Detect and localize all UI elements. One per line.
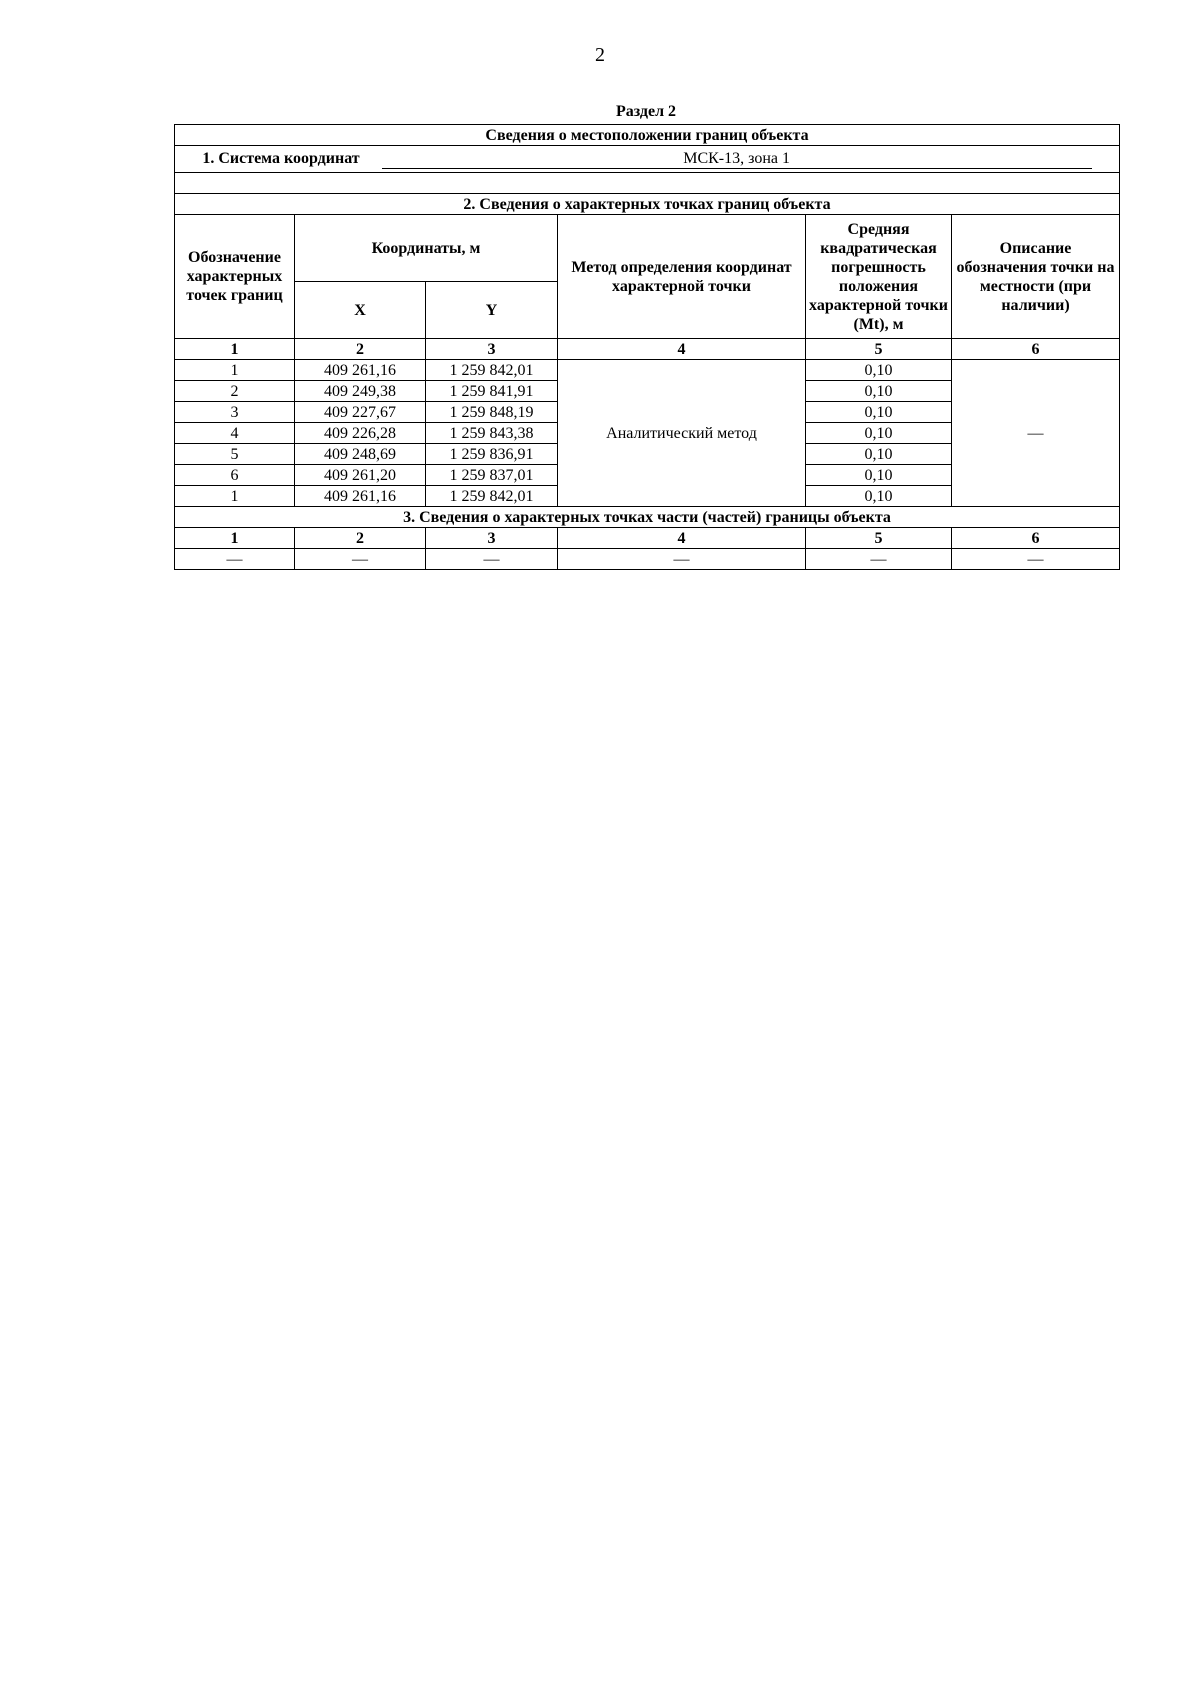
rms-error-value: 0,10 xyxy=(806,444,952,465)
header-description: Описание обозначения точки на местности (при наличии) xyxy=(952,215,1120,339)
point-number: 5 xyxy=(175,444,295,465)
point-number: 2 xyxy=(175,381,295,402)
column-number: 1 xyxy=(175,339,295,360)
empty-row xyxy=(175,173,1120,194)
empty-value-dash: — xyxy=(806,549,952,570)
empty-value-dash: — xyxy=(952,549,1120,570)
coordinate-system-row xyxy=(175,146,1120,173)
table-title: Сведения о местоположении границ объекта xyxy=(175,125,1120,146)
x-coordinate: 409 227,67 xyxy=(295,402,426,423)
y-coordinate: 1 259 848,19 xyxy=(426,402,558,423)
table-row xyxy=(175,549,1120,570)
header-rms-error: Средняя квадратическая погрешность положения характерной точки (Mt), м xyxy=(806,215,952,339)
part2-title: 2. Сведения о характерных точках границ объекта xyxy=(175,194,1120,215)
column-number: 1 xyxy=(175,528,295,549)
column-number: 6 xyxy=(952,528,1120,549)
x-coordinate: 409 261,16 xyxy=(295,360,426,381)
y-coordinate: 1 259 836,91 xyxy=(426,444,558,465)
y-coordinate: 1 259 837,01 xyxy=(426,465,558,486)
x-coordinate: 409 226,28 xyxy=(295,423,426,444)
column-number: 6 xyxy=(952,339,1120,360)
rms-error-value: 0,10 xyxy=(806,465,952,486)
section-title: Раздел 2 xyxy=(615,103,677,120)
header-coordinates: Координаты, м xyxy=(295,215,558,282)
y-coordinate: 1 259 843,38 xyxy=(426,423,558,444)
boundary-table xyxy=(174,124,1120,570)
empty-value-dash: — xyxy=(175,549,295,570)
header-x: X xyxy=(295,282,426,339)
empty-value-dash: — xyxy=(558,549,806,570)
header-point-designation: Обозначение характерных точек границ xyxy=(175,215,295,339)
point-number: 1 xyxy=(175,360,295,381)
part3-title: 3. Сведения о характерных точках части (частей) границы объекта xyxy=(175,507,1120,528)
point-number: 3 xyxy=(175,402,295,423)
header-y: Y xyxy=(426,282,558,339)
empty-value-dash: — xyxy=(426,549,558,570)
y-coordinate: 1 259 842,01 xyxy=(426,360,558,381)
x-coordinate: 409 261,16 xyxy=(295,486,426,507)
x-coordinate: 409 249,38 xyxy=(295,381,426,402)
column-number: 3 xyxy=(426,339,558,360)
point-number: 6 xyxy=(175,465,295,486)
y-coordinate: 1 259 841,91 xyxy=(426,381,558,402)
rms-error-value: 0,10 xyxy=(806,423,952,444)
y-coordinate: 1 259 842,01 xyxy=(426,486,558,507)
column-number: 2 xyxy=(295,528,426,549)
page-number: 2 xyxy=(595,44,605,66)
column-number: 4 xyxy=(558,339,806,360)
coordinate-system-value: МСК-13, зона 1 xyxy=(382,149,1092,169)
coordinate-system-label: 1. Система координат xyxy=(202,150,360,167)
column-number: 5 xyxy=(806,528,952,549)
point-number: 4 xyxy=(175,423,295,444)
column-number: 2 xyxy=(295,339,426,360)
description-value: — xyxy=(952,360,1120,507)
header-method: Метод определения координат характерной точки xyxy=(558,215,806,339)
table-row xyxy=(175,360,1120,381)
x-coordinate: 409 261,20 xyxy=(295,465,426,486)
rms-error-value: 0,10 xyxy=(806,360,952,381)
x-coordinate: 409 248,69 xyxy=(295,444,426,465)
rms-error-value: 0,10 xyxy=(806,402,952,423)
column-number: 5 xyxy=(806,339,952,360)
method-value: Аналитический метод xyxy=(558,360,806,507)
empty-value-dash: — xyxy=(295,549,426,570)
rms-error-value: 0,10 xyxy=(806,381,952,402)
rms-error-value: 0,10 xyxy=(806,486,952,507)
point-number: 1 xyxy=(175,486,295,507)
column-number: 4 xyxy=(558,528,806,549)
column-number: 3 xyxy=(426,528,558,549)
